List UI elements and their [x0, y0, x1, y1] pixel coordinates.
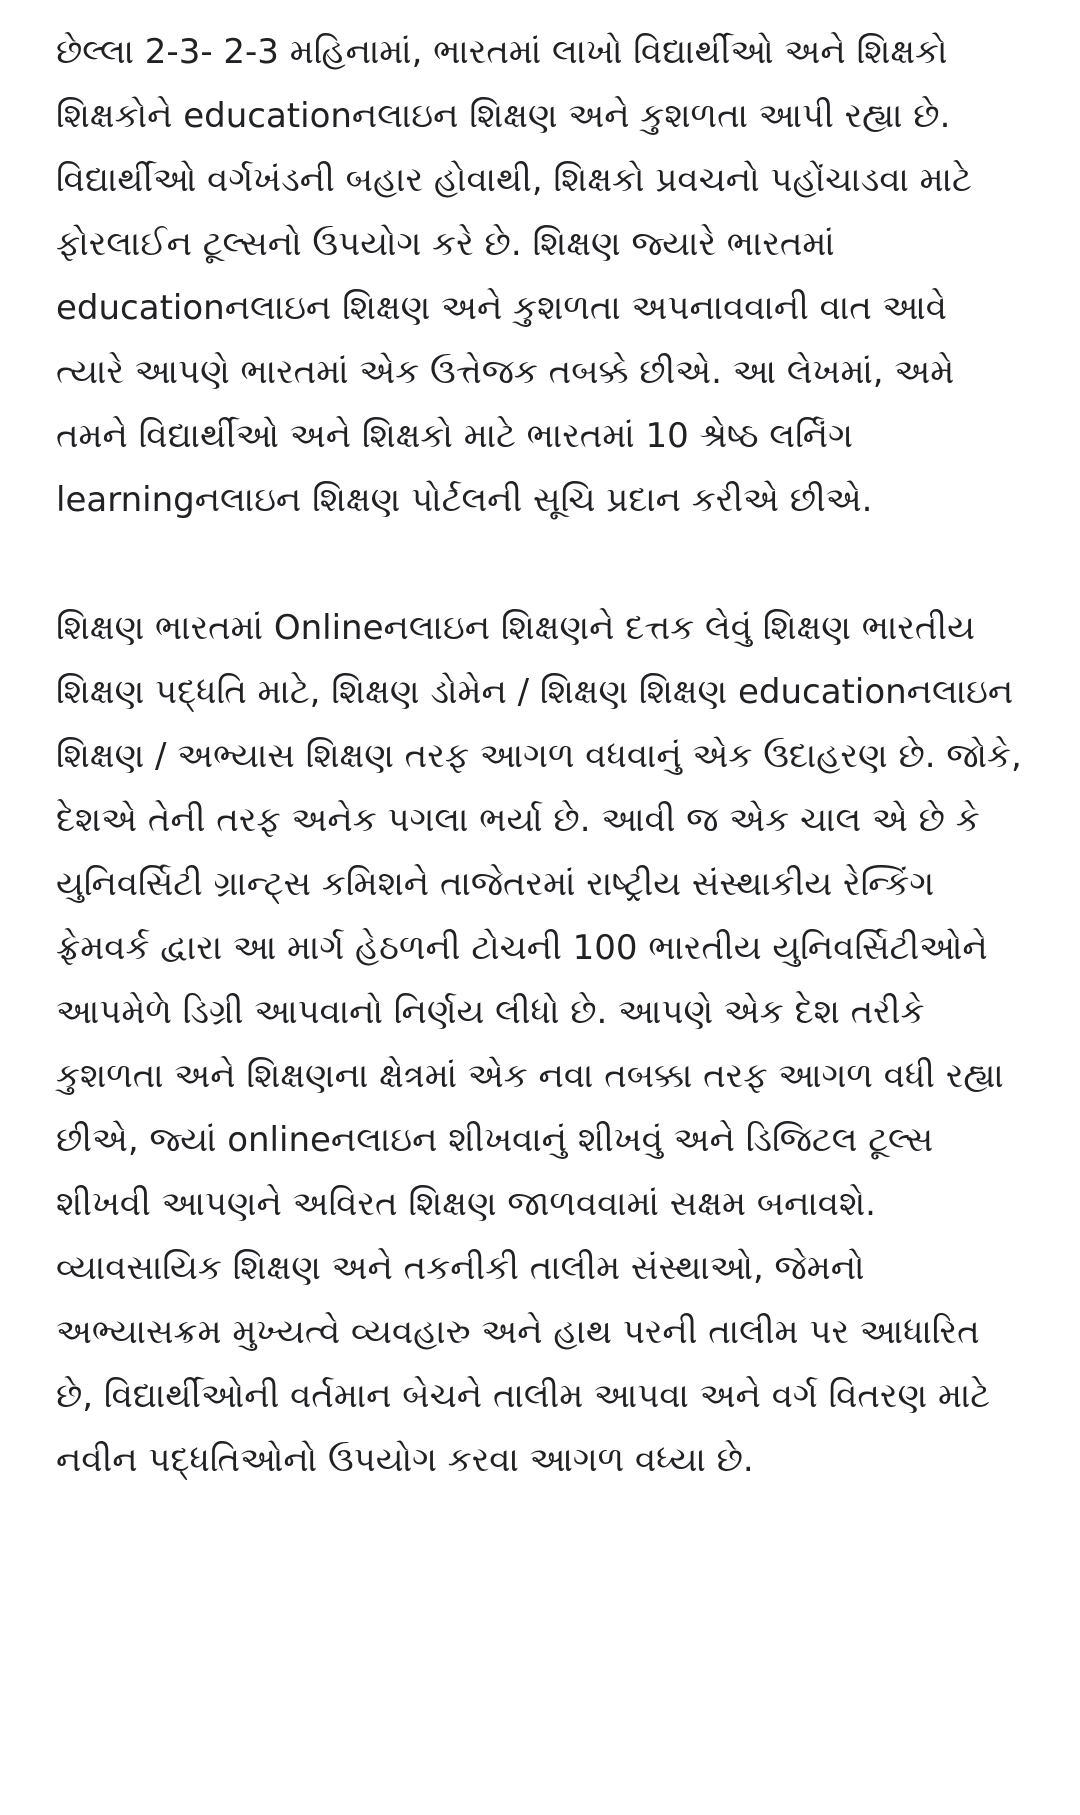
article-paragraph-online-education: શિક્ષણ ભારતમાં Onlineનલાઇન શિક્ષણને દત્તક લેવું શિક્ષણ ભારતીય શિક્ષણ પદ્ધતિ માટે, શિક્ષણ ડોમેન / શિક્ષણ શિક્ષણ educationનલાઇન શિક્ષણ / અભ્યાસ શિક્ષણ તરફ આગળ વધવાનું એક ઉદાહરણ છે. જોકે, દેશએ તેની તરફ અનેક પગલા ભર્યા છે. આવી જ એક ચાલ એ છે કે યુનિવર્સિટી ગ્રાન્ટ્સ કમિશને તાજેતરમાં રાષ્ટ્રીય સંસ્થાકીય રેન્કિંગ ફ્રેમવર્ક દ્વારા આ માર્ગ હેઠળની ટોચની 100 ભારતીય યુનિવર્સિટીઓને આપમેળે ડિગ્રી આપવાનો નિર્ણય લીધો છે. આપણે એક દેશ તરીકે કુશળતા અને શિક્ષણના ક્ષેત્રમાં એક નવા તબક્કા તરફ આગળ વધી રહ્યા છીએ, જ્યાં onlineનલાઇન શીખવાનું શીખવું અને ડિજિટલ ટૂલ્સ શીખવી આપણને અવિરત શિક્ષણ જાળવવામાં સક્ષમ બનાવશે. વ્યાવસાયિક શિક્ષણ અને તકનીકી તાલીમ સંસ્થાઓ, જેમનો અભ્યાસક્રમ મુખ્યત્વે વ્યવહારુ અને હાથ પરની તાલીમ પર આધારિત છે, વિદ્યાર્થીઓની વર્તમાન બેચને તાલીમ આપવા અને વર્ગ વિતરણ માટે નવીન પદ્ધતિઓનો ઉપયોગ કરવા આગળ વધ્યા છે.	[56, 608, 1022, 1480]
article-paragraph-intro: છેલ્લા 2-3- 2-3 મહિનામાં, ભારતમાં લાખો વિદ્યાર્થીઓ અને શિક્ષકો શિક્ષકોને educationનલાઇન શિક્ષણ અને કુશળતા આપી રહ્યા છે. વિદ્યાર્થીઓ વર્ગખંડની બહાર હોવાથી, શિક્ષકો પ્રવચનો પહોંચાડવા માટે ફોરલાઈન ટૂલ્સનો ઉપયોગ કરે છે. શિક્ષણ જ્યારે ભારતમાં educationનલાઇન શિક્ષણ અને કુશળતા અપનાવવાની વાત આવે ત્યારે આપણે ભારતમાં એક ઉત્તેજક તબક્કે છીએ. આ લેખમાં, અમે તમને વિદ્યાર્થીઓ અને શિક્ષકો માટે ભારતમાં 10 શ્રેષ્ઠ લર્નિંગ learningનલાઇન શિક્ષણ પોર્ટલની સૂચિ પ્રદાન કરીએ છીએ.	[56, 32, 972, 520]
